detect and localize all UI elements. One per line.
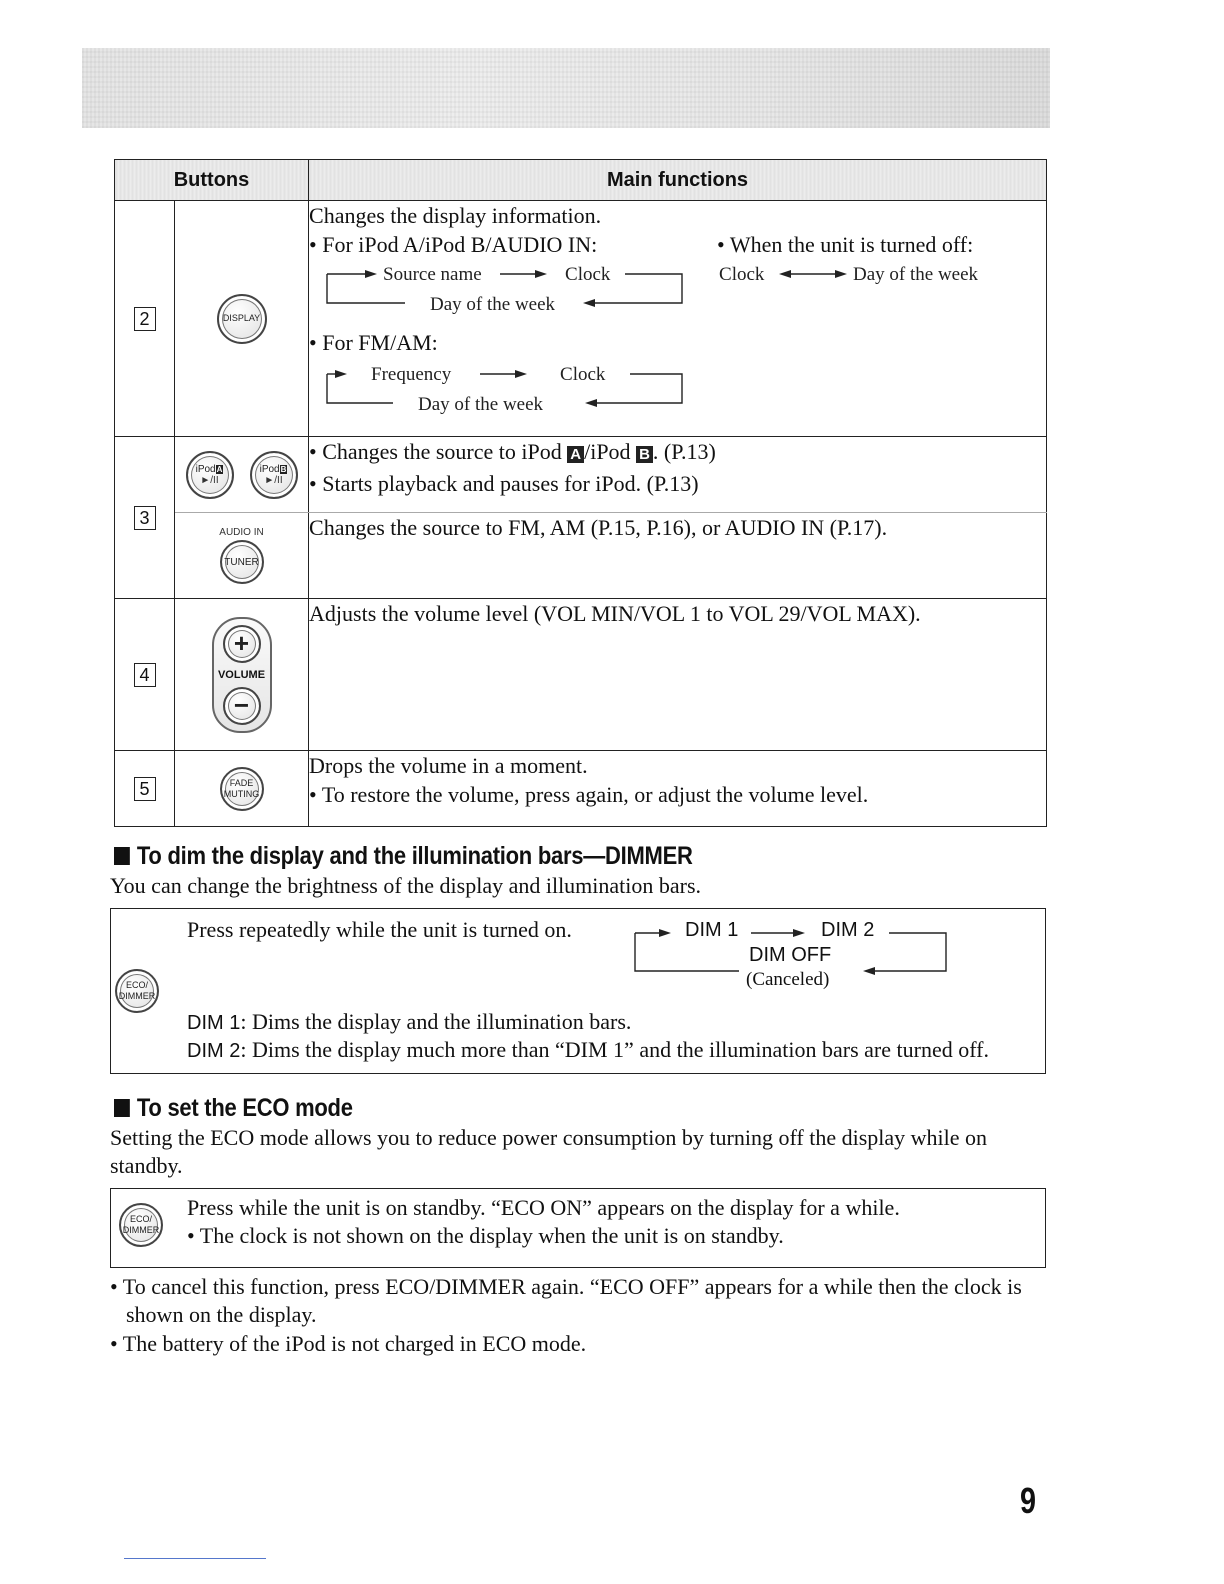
table-row [115,437,1047,513]
button-cell [175,201,309,437]
volume-down-icon[interactable]: − [223,687,261,725]
row-number: 3 [134,506,156,530]
flow-fm-day: Day of the week [418,394,544,415]
eco-intro: Setting the ECO mode allows you to reduce power consumption by turning off the display while on standby. [110,1125,988,1178]
page-number: 9 [1020,1480,1037,1521]
dim1-description: DIM 1: Dims the display and the illumination bars. [187,1009,632,1034]
ipod-mode-label: • For iPod A/iPod B/AUDIO IN: [309,232,598,257]
flow-dim-off: DIM OFF [749,944,832,966]
flow-canceled: (Canceled) [746,969,830,990]
dimmer-box [110,908,1046,1074]
header-main-functions: Main functions [309,160,1047,201]
row-number-cell [115,751,175,827]
table-header-row [115,160,1047,201]
flow-frequency: Frequency [371,364,452,385]
volume-text: Adjusts the volume level (VOL MIN/VOL 1 to VOL 29/VOL MAX). [309,601,921,626]
dimmer-flow-arrows [631,919,961,999]
playback-text: • Starts playback and pauses for iPod. (P.13) [309,471,699,496]
buttons-table [114,159,1047,827]
button-cell [175,599,309,751]
off-mode-label: • When the unit is turned off: [717,232,974,257]
ipod-a-button-icon[interactable]: iPodA ►/II [186,451,234,499]
audio-in-label: AUDIO IN [219,527,264,538]
fm-flow-arrows [325,361,705,421]
ipod-flow-arrows [325,261,705,321]
eco-dimmer-button-icon[interactable]: ECO/ DIMMER [119,1203,163,1247]
dimmer-section-title: To dim the display and the illumination bars—DIMMER [114,842,693,871]
header-band [82,48,1050,128]
source-fm-text: Changes the source to FM, AM (P.15, P.16), or AUDIO IN (P.17). [309,515,888,540]
row-number: 2 [134,307,156,331]
eco-press-text: Press while the unit is on standby. “ECO ON” appears on the display for a while. [187,1195,900,1220]
eco-battery-note: • The battery of the iPod is not charged in ECO mode. [110,1331,587,1356]
fm-flow-diagram [325,361,705,421]
display-button-icon[interactable]: DISPLAY [217,294,267,344]
flow-fm-clock: Clock [560,364,606,385]
ipod-a-badge: A [567,446,584,463]
flow-off-clock: Clock [719,264,765,285]
row-number: 5 [134,777,156,801]
source-ipod-text: • Changes the source to iPod A /iPod B . (P.13) [309,439,716,464]
eco-dimmer-button-icon[interactable]: ECO/ DIMMER [115,969,159,1013]
table-row [115,201,1047,437]
eco-section-title: To set the ECO mode [114,1094,353,1123]
row-number: 4 [134,663,156,687]
off-flow-diagram [719,261,1019,289]
mute-text: Drops the volume in a moment. [309,753,588,778]
function-cell [309,201,1047,437]
off-flow-arrow [719,261,1019,289]
table-row [115,513,1047,599]
dim2-description: DIM 2: Dims the display much more than “DIM 1” and the illumination bars are turned off. [187,1037,989,1062]
row-number-cell [115,599,175,751]
display-info-text: Changes the display information. [309,203,602,228]
fade-muting-button-icon[interactable]: FADE MUTING [220,767,264,811]
ipod-b-button-icon[interactable]: iPodB ►/II [250,451,298,499]
flow-clock: Clock [565,264,611,285]
dimmer-flow-diagram [631,919,961,999]
button-cell [175,513,309,599]
ipod-b-badge: B [636,446,653,463]
eco-cancel-note: • To cancel this function, press ECO/DIMMER again. “ECO OFF” appears for a while then the clock is shown on the display. [110,1274,1022,1327]
table-row [115,751,1047,827]
section-bullet-icon [114,847,130,865]
ipod-flow-diagram [325,261,705,321]
flow-dim2: DIM 2 [821,919,875,941]
header-buttons: Buttons [115,160,309,201]
volume-up-icon[interactable]: + [223,625,261,663]
fm-mode-label: • For FM/AM: [309,330,438,355]
eco-box [110,1188,1046,1268]
dimmer-intro: You can change the brightness of the display and illumination bars. [110,873,702,898]
flow-source-name: Source name [383,264,482,285]
volume-label: VOLUME [217,668,266,681]
tuner-button-icon[interactable]: TUNER [220,540,264,584]
function-cell [309,513,1047,599]
function-cell [309,751,1047,827]
flow-day-of-week: Day of the week [430,294,556,315]
row-number-cell [115,437,175,599]
function-cell [309,599,1047,751]
function-cell [309,437,1047,513]
volume-button-icon[interactable] [212,617,272,733]
restore-volume-text: • To restore the volume, press again, or adjust the volume level. [309,782,869,807]
flow-dim1: DIM 1 [685,919,739,941]
flow-off-day: Day of the week [853,264,979,285]
button-cell [175,437,309,513]
footer-rule [124,1558,266,1559]
section-bullet-icon [114,1099,130,1117]
table-row [115,599,1047,751]
eco-clock-text: • The clock is not shown on the display when the unit is on standby. [187,1223,784,1248]
row-number-cell [115,201,175,437]
dimmer-instruction: Press repeatedly while the unit is turned on. [187,917,572,942]
button-cell [175,751,309,827]
